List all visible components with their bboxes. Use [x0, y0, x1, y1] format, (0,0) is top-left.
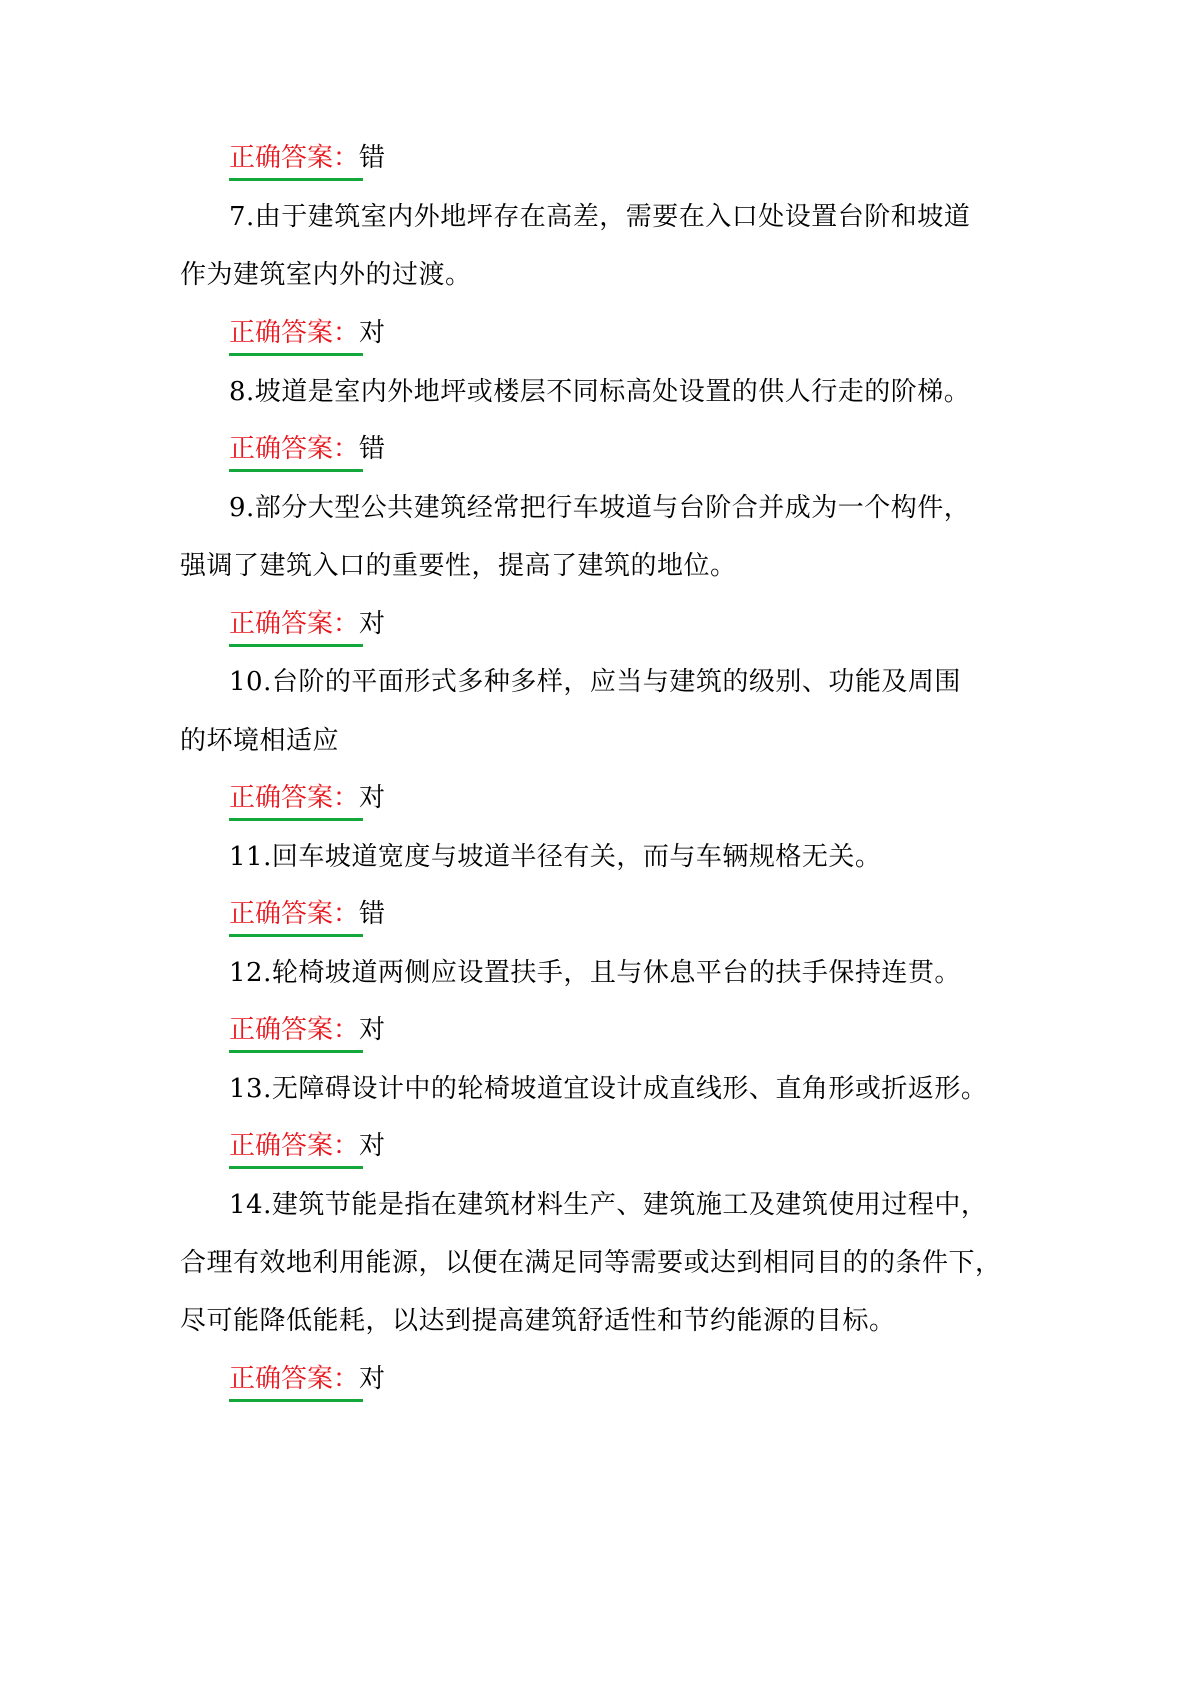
question-10-line-2: 的坏境相适应 [180, 726, 340, 756]
answer-value: 对 [359, 783, 386, 813]
answer-row-11 [229, 897, 385, 931]
question-10-line-1: 10.台阶的平面形式多种多样，应当与建筑的级别、功能及周围 [229, 667, 961, 697]
answer-label: 正确答案： [229, 783, 360, 813]
answer-row-10 [229, 781, 385, 815]
question-8-line-1: 8.坡道是室内外地坪或楼层不同标高处设置的供人行走的阶梯。 [229, 377, 971, 407]
answer-row-7 [229, 316, 385, 350]
question-7-line-2: 作为建筑室内外的过渡。 [180, 260, 472, 290]
answer-label: 正确答案： [229, 1131, 360, 1161]
answer-value: 对 [359, 318, 386, 348]
answer-label: 正确答案： [229, 434, 360, 464]
answer-row-13 [229, 1129, 385, 1163]
answer-value: 错 [359, 434, 386, 464]
answer-label: 正确答案： [229, 1015, 360, 1045]
answer-row-8 [229, 432, 385, 466]
question-14-line-3: 尽可能降低能耗，以达到提高建筑舒适性和节约能源的目标。 [180, 1306, 896, 1336]
answer-label: 正确答案： [229, 1364, 360, 1394]
question-12-line-1: 12.轮椅坡道两侧应设置扶手，且与休息平台的扶手保持连贯。 [229, 958, 961, 988]
answer-row-9 [229, 607, 385, 641]
question-9-line-1: 9.部分大型公共建筑经常把行车坡道与台阶合并成为一个构件， [229, 493, 971, 523]
answer-label: 正确答案： [229, 609, 360, 639]
answer-value: 错 [359, 899, 386, 929]
answer-row-6 [229, 141, 385, 175]
question-13-line-1: 13.无障碍设计中的轮椅坡道宜设计成直线形、直角形或折返形。 [229, 1074, 988, 1104]
question-11-line-1: 11.回车坡道宽度与坡道半径有关，而与车辆规格无关。 [229, 842, 882, 872]
question-14-line-1: 14.建筑节能是指在建筑材料生产、建筑施工及建筑使用过程中， [229, 1190, 988, 1220]
question-9-line-2: 强调了建筑入口的重要性，提高了建筑的地位。 [180, 551, 737, 581]
answer-value: 对 [359, 1015, 386, 1045]
answer-row-12 [229, 1013, 385, 1047]
question-14-line-2: 合理有效地利用能源，以便在满足同等需要或达到相同目的的条件下， [180, 1248, 1002, 1278]
answer-label: 正确答案： [229, 899, 360, 929]
question-7-line-1: 7.由于建筑室内外地坪存在高差，需要在入口处设置台阶和坡道 [229, 202, 971, 232]
answer-value: 错 [359, 143, 386, 173]
answer-label: 正确答案： [229, 143, 360, 173]
answer-row-14 [229, 1362, 385, 1396]
answer-label: 正确答案： [229, 318, 360, 348]
answer-value: 对 [359, 1364, 386, 1394]
answer-value: 对 [359, 1131, 386, 1161]
answer-value: 对 [359, 609, 386, 639]
